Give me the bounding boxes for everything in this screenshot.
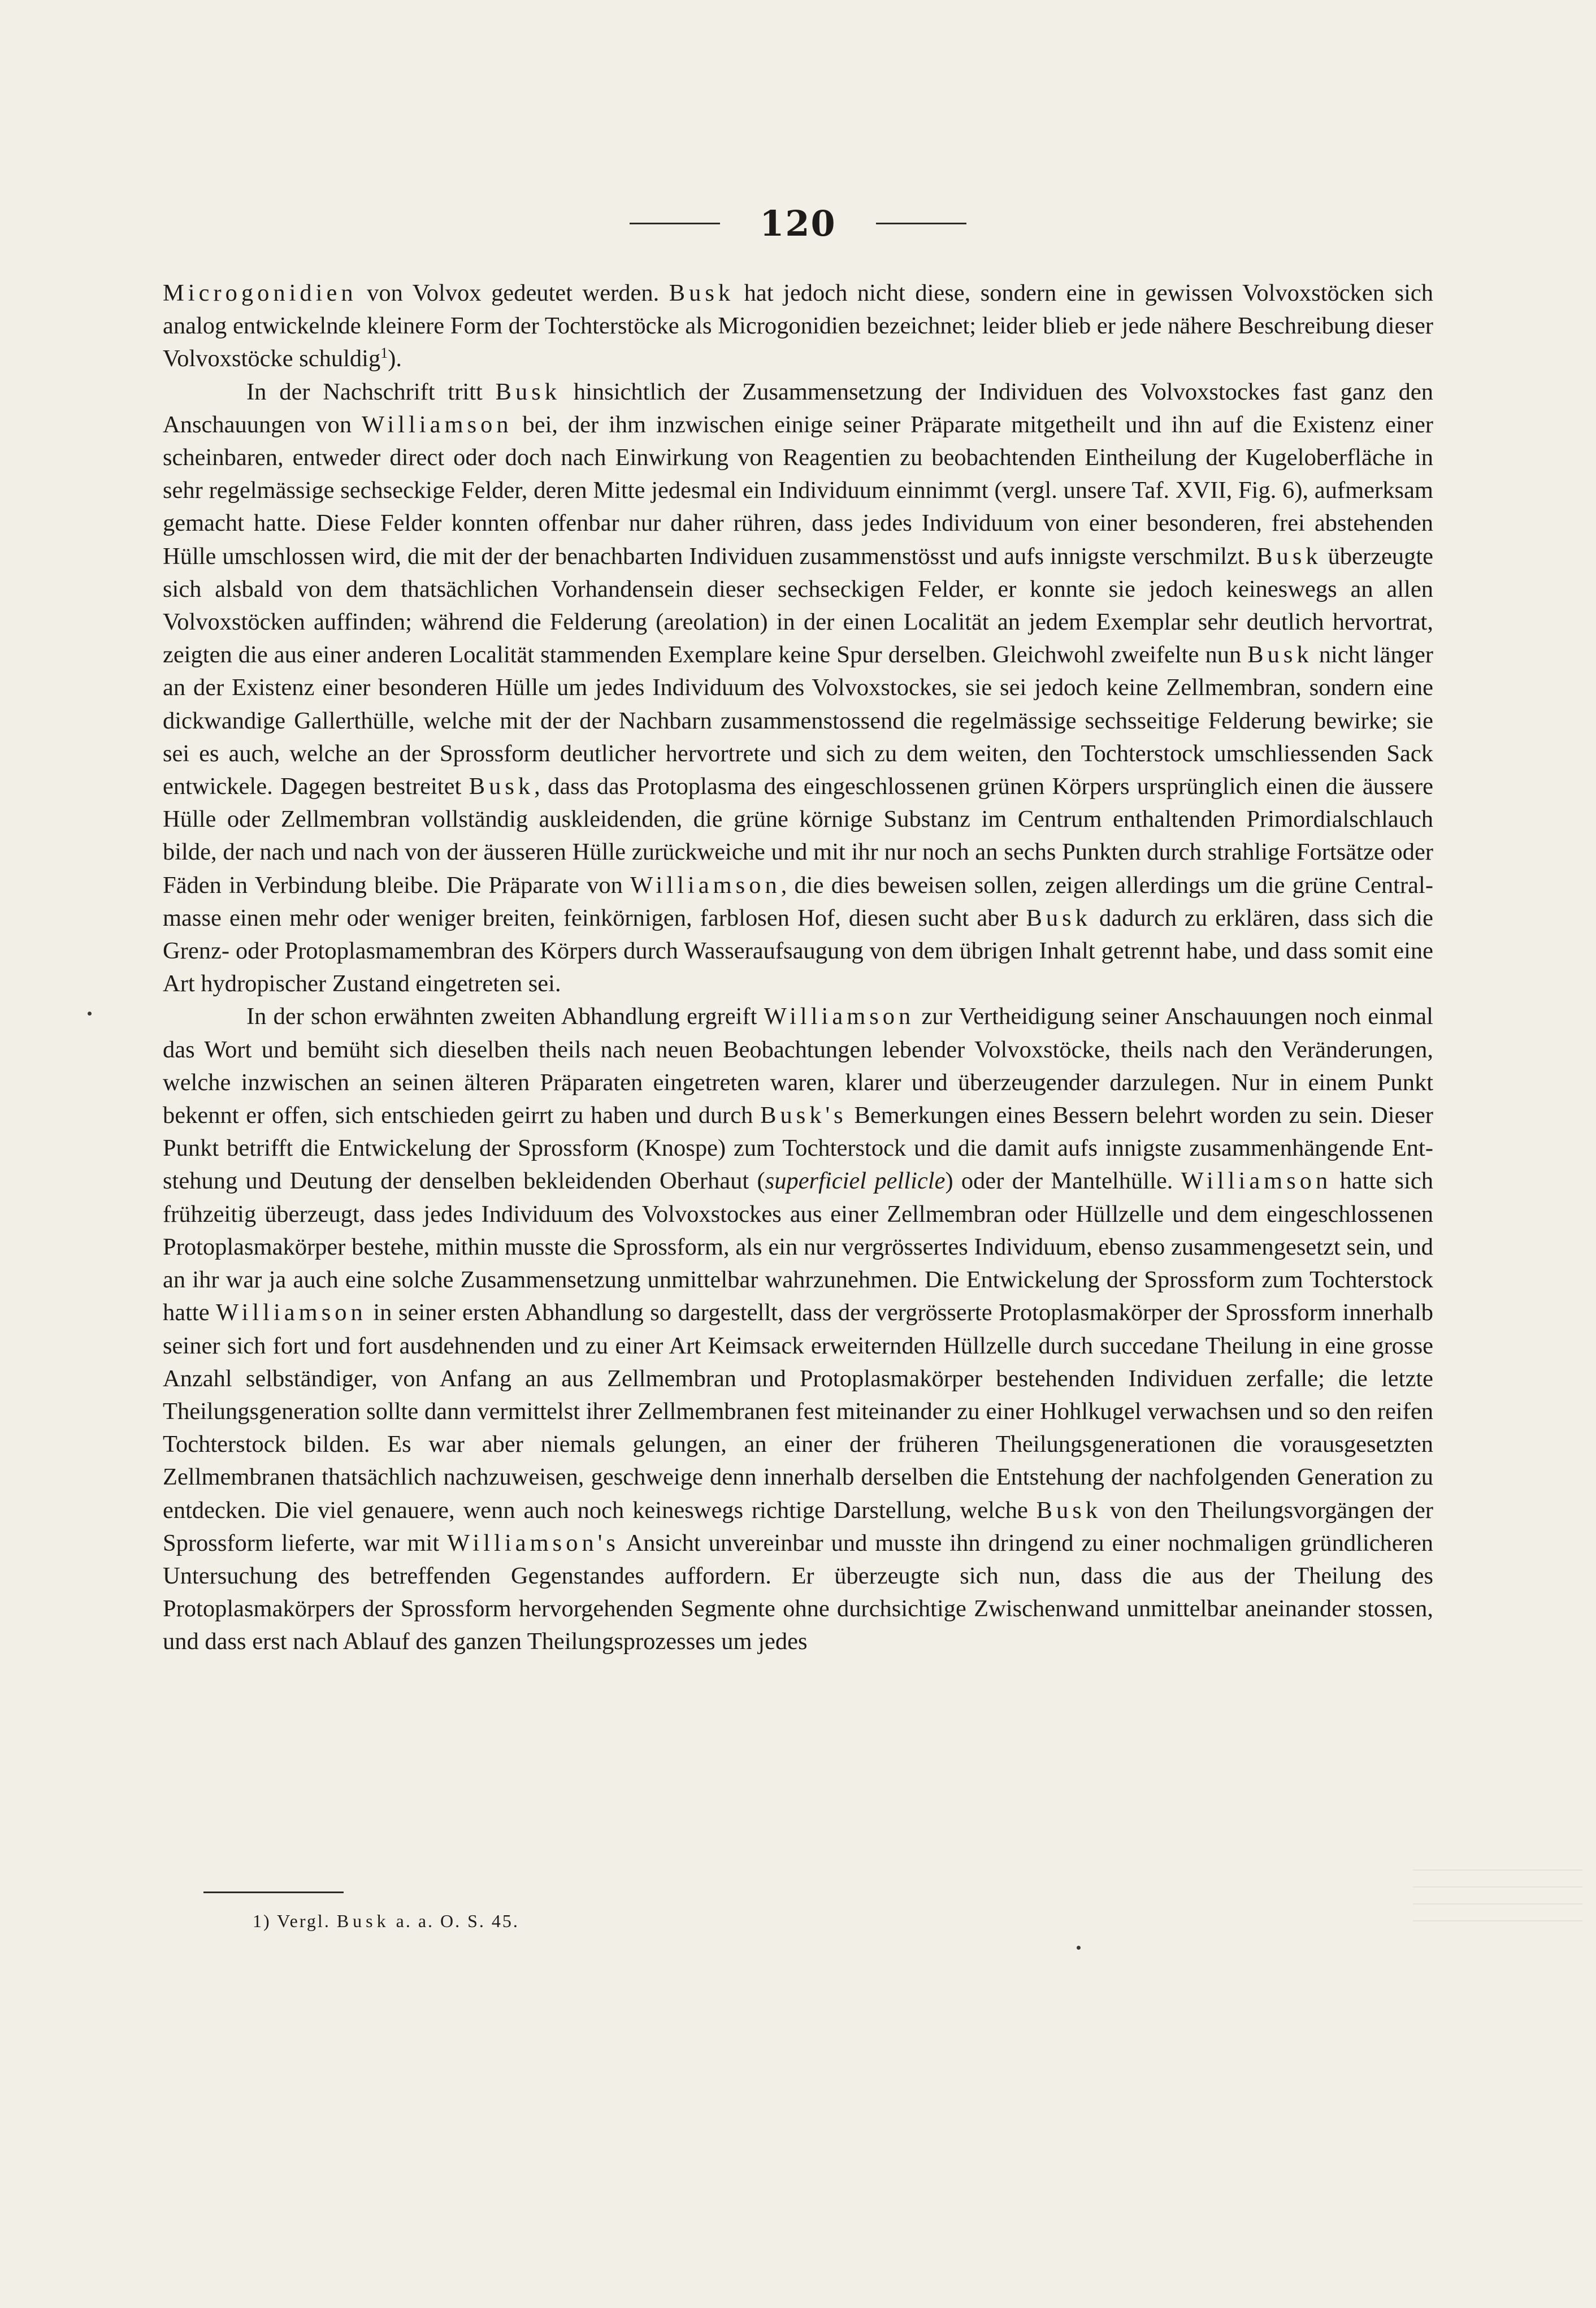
text-run: , dass das Protoplasma des eingeschlossenen grünen Körpers ursprünglich einen die äussere Hülle oder Zellmembran vollständig auskleidenden, die grüne körnige Substanz im Centrum enthaltenden Primordialschlauch bilde, der nach und nach von der äusseren Hülle zurückweiche und mit ihr nur noch an sechs Punkten durch strahlige Fortsätze oder Fäden in Verbindung bleibe. Die Präparate von xyxy=(163,773,1433,899)
spaced-name: Williamson xyxy=(1181,1168,1332,1195)
footnote-rule xyxy=(203,1891,344,1893)
spaced-name: Williamson xyxy=(362,411,513,438)
spaced-name: Williamson xyxy=(216,1299,367,1326)
spaced-name: Busk xyxy=(669,280,735,306)
body-text xyxy=(163,277,1433,1659)
text-run: Bemerkungen eines Bessern belehrt worden zu sein. Dieser Punkt betrifft die Entwickelung der Sprossform (Knospe) zum Tochterstock und die damit aufs innigste zusammenhängende Entstehung und Deutung der denselben bekleidenden Oberhaut ( xyxy=(163,1102,1433,1195)
header-rule-right xyxy=(876,223,966,224)
text-run: 1) Vergl. xyxy=(253,1911,337,1931)
spaced-name: Williamson xyxy=(630,871,781,899)
text-run: in seiner ersten Abhandlung so dargestellt, dass der vergrösserte Protoplasmakörper der Sprossform innerhalb seiner sich fort und fort ausdehnenden und zu einer Art Keimsack erweiternden Hüllzelle durch succedane Theilung in eine grosse Anzahl selbständiger, von Anfang an aus Zellmembran und Protoplasmakörper bestehenden Individuen zerfalle; die letzte Theilungsgeneration sollte dann vermittelst ihrer Zellmembranen fest miteinander zu einer Hohlkugel verwachsen und so den reifen Tochterstock bilden. Es war aber niemals gelungen, an einer der früheren Theilungsgenerationen die vorausgesetzten Zellmembranen thatsächlich nachzuweisen, geschweige denn innerhalb derselben die Entstehung der nachfolgenden Generation zu entdecken. Die viel genauere, wenn auch noch keineswegs richtige Darstellung, welche xyxy=(163,1299,1433,1524)
paper-speck xyxy=(88,1012,92,1016)
show-through-text xyxy=(1413,1859,1582,1921)
text-run: hat jedoch nicht diese, sondern eine in gewissen Volvoxstöcken sich analog entwickelnde kleinere Form der Tochterstöcke als Microgonidien bezeichnet; leider blieb er jede nähere Beschreibung dieser Volvoxstöcke schuldig xyxy=(163,280,1433,372)
spaced-name: Busk xyxy=(1256,543,1322,570)
paragraph-2 xyxy=(163,376,1433,1001)
spaced-name: Busk's xyxy=(760,1102,847,1129)
text-run: von Volvox gedeutet werden. xyxy=(357,280,669,306)
spaced-name: Busk xyxy=(495,378,561,405)
text-run: bei, der ihm inzwischen einige seiner Präparate mitgetheilt und ihn auf die Existenz einer scheinbaren, entweder direct oder doch nach Einwirkung von Reagentien zu beobachtenden Eintheilung der Kugeloberfläche in sehr regelmässige sechseckige Felder, deren Mitte jedesmal ein Individuum einnimmt (vergl. unsere Taf. XVII, Fig. 6), aufmerksam gemacht hatte. Diese Felder konnten offenbar nur daher rühren, dass jedes Individuum von einer besonderen, frei abstehenden Hülle umschlossen wird, die mit der der benachbarten Individuen zusammenstösst und aufs innigste verschmilzt. xyxy=(163,411,1433,570)
text-run: In der schon erwähnten zweiten Abhandlung ergreift xyxy=(246,1003,764,1030)
paper-speck xyxy=(1077,1946,1081,1950)
spaced-name: Williamson xyxy=(764,1003,915,1030)
spaced-name: Microgonidien xyxy=(163,280,357,306)
text-run: Ansicht unvereinbar und musste ihn dringend zu einer nochmaligen gründlicheren Untersuchung des betreffenden Gegenstandes auffordern. Er überzeugte sich nun, dass die aus der Theilung des Protoplasmakörpers der Sprossform hervorgehenden Segmente ohne durchsichtige Zwischenwand unmittelbar aneinander stossen, und dass erst nach Ablauf des ganzen Theilungsprozesses um jedes xyxy=(163,1529,1433,1655)
text-run: a. a. O. S. 45. xyxy=(389,1911,519,1931)
footnote-ref: 1 xyxy=(380,345,388,362)
spaced-name: Busk xyxy=(1247,641,1313,669)
text-run: hatte sich frühzeitig überzeugt, dass jedes Individuum des Volvoxstockes aus einer Zellmembran oder Hüllzelle und dem eingeschlossenen Protoplasmakörper bestehe, mithin musste die Sprossform, als ein nur vergrössertes Individuum, ebenso zusammengesetzt sein, und an ihr war ja auch eine solche Zusammensetzung unmittelbar wahrzunehmen. Die Entwickelung der Sprossform zum Tochterstock hatte xyxy=(163,1168,1433,1326)
page-header xyxy=(0,201,1596,246)
footnote xyxy=(253,1907,519,1934)
spaced-name: Busk xyxy=(469,773,535,800)
text-run: ). xyxy=(388,345,402,372)
text-run: zur Vertheidigung seiner Anschauungen noch einmal das Wort und bemüht sich dieselben theils nach neuen Beobachtungen lebender Volvoxstöcke, theils nach den Veränderungen, welche inzwischen an seinen älteren Präparaten eingetreten waren, klarer und überzeugender darzulegen. Nur in einem Punkt bekennt er offen, sich entschieden geirrt zu haben und durch xyxy=(163,1003,1433,1129)
text-run: dadurch zu erklären, dass sich die Grenz- oder Protoplasmamembran des Körpers durch Wasseraufsaugung von dem übrigen Inhalt getrennt habe, und dass somit eine Art hydropischer Zustand eingetreten sei. xyxy=(163,904,1433,997)
spaced-name: Williamson's xyxy=(447,1529,619,1556)
spaced-name: Busk xyxy=(1026,904,1091,931)
text-run: überzeugte sich alsbald von dem thatsächlichen Vorhandensein dieser sechseckigen Felder, er konnte sie jedoch keineswegs an allen Volvoxstöcken auffinden; während die Felderung (areolation) in der einen Localität an jedem Exemplar sehr deutlich hervortrat, zeigten die aus einer anderen Localität stammenden Exemplare keine Spur derselben. Gleichwohl zweifelte nun xyxy=(163,543,1434,669)
header-rule-left xyxy=(630,223,720,224)
spaced-name: Busk xyxy=(1036,1496,1102,1524)
text-run: nicht länger an der Existenz einer besonderen Hülle um jedes Individuum des Volvoxstockes, sie sei jedoch keine Zellmembran, sondern eine dickwandige Gallerthülle, welche mit der der Nachbarn zusammenstossend die regelmässige sechsseitige Felderung bewirke; sie sei es auch, welche an der Sprossform deutlicher hervortrete und sich zu dem weiten, den Tochterstock umschliessenden Sack entwickele. Dagegen bestreitet xyxy=(163,641,1433,800)
italic-term: superficiel pellicle xyxy=(765,1168,946,1195)
spaced-name: Busk xyxy=(336,1911,390,1931)
text-run: , die dies beweisen sollen, zeigen allerdings um die grüne Centralmasse einen mehr oder weniger breiten, feinkörnigen, farblosen Hof, diesen sucht aber xyxy=(163,871,1433,931)
paragraph-1 xyxy=(163,277,1433,376)
paragraph-3 xyxy=(163,1000,1433,1658)
text-run: von den Theilungsvorgängen der Sprossform lieferte, war mit xyxy=(163,1496,1433,1556)
text-run: hinsichtlich der Zusammensetzung der Individuen des Volvoxstockes fast ganz den Anschauungen von xyxy=(163,378,1433,438)
text-run: ) oder der Mantelhülle. xyxy=(945,1168,1181,1195)
text-run: In der Nachschrift tritt xyxy=(246,378,496,405)
page-number: 120 xyxy=(760,202,836,244)
